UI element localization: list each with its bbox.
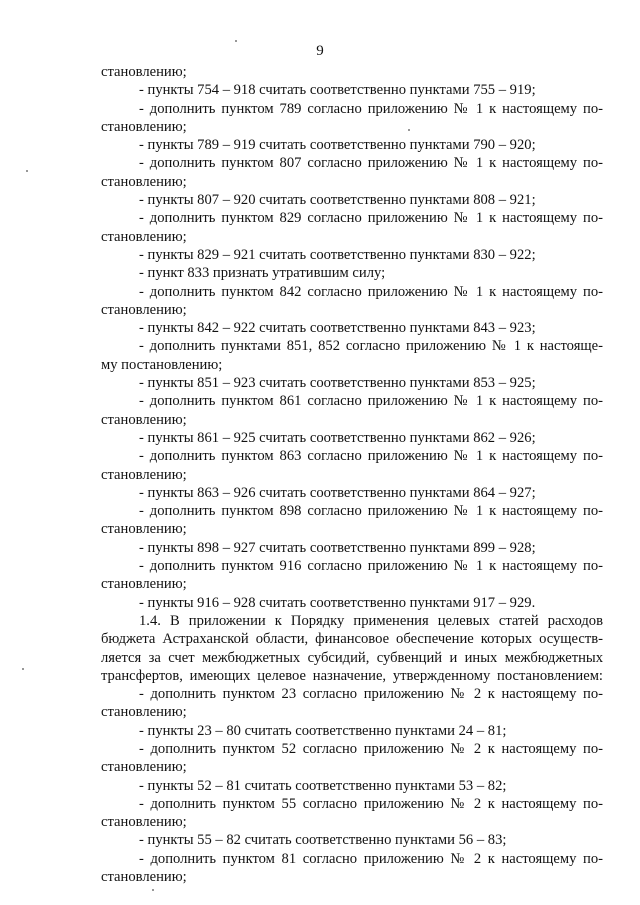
text-line: - пункты 829 – 921 считать соответственно пунктами 830 – 922; xyxy=(139,246,536,263)
text-line: ляется за счет межбюджетных субсидий, субвенций и иных межбюджетных xyxy=(101,649,603,666)
text-line: становлению; xyxy=(101,521,187,538)
text-line: - пункты 789 – 919 считать соответственно пунктами 790 – 920; xyxy=(139,137,536,154)
text-line: - дополнить пунктом 829 согласно приложению № 1 к настоящему по- xyxy=(139,210,603,227)
text-line: становлению; xyxy=(101,118,187,135)
text-line: - дополнить пунктом 789 согласно приложению № 1 к настоящему по- xyxy=(139,100,603,117)
scan-speck xyxy=(152,889,154,891)
text-line: - пункт 833 признать утратившим силу; xyxy=(139,265,386,282)
text-line: становлению; xyxy=(101,411,187,428)
text-line: - дополнить пунктом 898 согласно приложению № 1 к настоящему по- xyxy=(139,503,603,520)
text-line: становлению; xyxy=(101,64,187,80)
text-line: 1.4. В приложении к Порядку применения целевых статей расходов xyxy=(139,612,603,629)
text-line: становлению; xyxy=(101,759,187,776)
text-line: - дополнить пунктом 842 согласно приложению № 1 к настоящему по- xyxy=(139,283,603,300)
text-line: - дополнить пунктом 861 согласно приложению № 1 к настоящему по- xyxy=(139,393,603,410)
text-line: - пункты 861 – 925 считать соответственно пунктами 862 – 926; xyxy=(139,429,536,446)
text-line: становлению; xyxy=(101,466,187,483)
text-line: - дополнить пунктом 55 согласно приложению № 2 к настоящему по- xyxy=(139,795,603,812)
text-line: - пункты 23 – 80 считать соответственно пунктами 24 – 81; xyxy=(139,722,507,739)
text-line: - пункты 898 – 927 считать соответственно пунктами 899 – 928; xyxy=(139,539,536,556)
scan-speck xyxy=(408,129,410,131)
text-line: - дополнить пунктом 863 согласно приложению № 1 к настоящему по- xyxy=(139,448,603,465)
text-line: становлению; xyxy=(101,869,187,886)
text-line: - пункты 52 – 81 считать соответственно пунктами 53 – 82; xyxy=(139,777,507,794)
text-line: - пункты 55 – 82 считать соответственно пунктами 56 – 83; xyxy=(139,832,507,849)
page-number: 9 xyxy=(316,43,324,59)
text-line: становлению; xyxy=(101,228,187,245)
scan-speck xyxy=(235,40,237,42)
text-line: - пункты 754 – 918 считать соответственно пунктами 755 – 919; xyxy=(139,82,536,99)
text-line: становлению; xyxy=(101,576,187,593)
text-line: становлению; xyxy=(101,301,187,318)
text-line: бюджета Астраханской области, финансовое обеспечение которых осуществ- xyxy=(101,631,603,648)
text-line: становлению; xyxy=(101,704,187,721)
document-body xyxy=(101,63,603,886)
text-line: становлению; xyxy=(101,814,187,831)
text-line: становлению; xyxy=(101,173,187,190)
scan-speck xyxy=(26,170,28,172)
text-line: - дополнить пунктом 81 согласно приложению № 2 к настоящему по- xyxy=(139,850,603,867)
text-line: - пункты 916 – 928 считать соответственно пунктами 917 – 929. xyxy=(139,594,536,611)
text-line: му постановлению; xyxy=(101,356,223,373)
text-line: - пункты 851 – 923 считать соответственно пунктами 853 – 925; xyxy=(139,375,536,392)
text-line: - дополнить пунктом 52 согласно приложению № 2 к настоящему по- xyxy=(139,740,603,757)
text-line: - пункты 842 – 922 считать соответственно пунктами 843 – 923; xyxy=(139,320,536,337)
text-line: - дополнить пунктом 807 согласно приложению № 1 к настоящему по- xyxy=(139,155,603,172)
scan-speck xyxy=(22,668,24,670)
text-line: - пункты 807 – 920 считать соответственно пунктами 808 – 921; xyxy=(139,192,536,209)
text-line: - дополнить пунктами 851, 852 согласно приложению № 1 к настояще- xyxy=(139,338,603,355)
text-line: - пункты 863 – 926 считать соответственно пунктами 864 – 927; xyxy=(139,484,536,501)
text-line: - дополнить пунктом 916 согласно приложению № 1 к настоящему по- xyxy=(139,558,603,575)
text-line: - дополнить пунктом 23 согласно приложению № 2 к настоящему по- xyxy=(139,686,603,703)
text-line: трансфертов, имеющих целевое назначение, утвержденному постановлением: xyxy=(101,667,603,684)
